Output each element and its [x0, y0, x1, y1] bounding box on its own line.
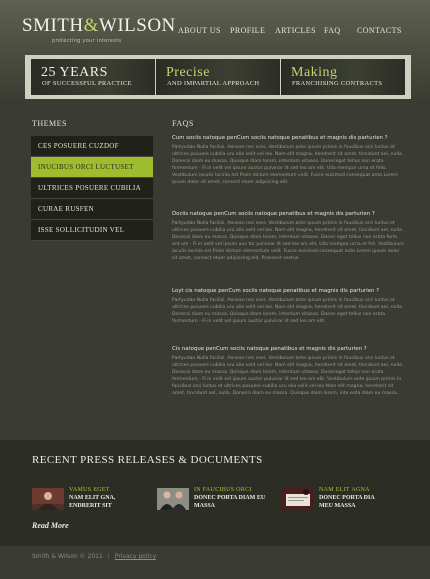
faq-item	[172, 135, 406, 187]
faq-item	[172, 288, 406, 325]
banner-small-text: AND IMPARTIAL APPROACH	[167, 80, 260, 87]
privacy-policy-link[interactable]: Privacy policy	[114, 553, 157, 560]
press-line: ENDRERIT SIT	[69, 503, 112, 509]
press-heading: RECENT PRESS RELEASES & DOCUMENTS	[32, 454, 263, 466]
logo-right: WILSON	[98, 15, 176, 36]
press-thumbnail[interactable]	[32, 488, 64, 510]
banner-small-text: OF SUCCESSFUL PRACTICE	[42, 80, 132, 87]
press-category[interactable]: NAM ELIT AGNA	[319, 487, 370, 493]
nav-articles[interactable]: ARTICLES	[275, 26, 316, 35]
themes-list	[31, 136, 153, 241]
copyright: Smith & Wilson © 2011	[32, 553, 103, 560]
footer-separator: |	[107, 553, 110, 560]
tagline: protecting your interests	[52, 38, 122, 44]
nav-faq[interactable]: FAQ	[324, 26, 341, 35]
faq-question[interactable]: Dociis natoque penCum sociis natoque penatibus et magnis dis parturien ?	[172, 211, 375, 217]
theme-item-active[interactable]: INUCIBUS ORCI LUCTUSET	[31, 157, 153, 178]
banner-panel-precise	[156, 59, 280, 95]
press-line: DONEC PORTA DIAM EU	[194, 495, 266, 501]
press-category[interactable]: VAMUS EGET	[69, 487, 110, 493]
nav-profile[interactable]: PROFILE	[230, 26, 266, 35]
logo-left: SMITH	[22, 15, 84, 36]
banner-panel-years	[31, 59, 155, 95]
faq-answer: Partyudao Nulla facilisi. Aenean nec eros. Vestibulum ante ipsum primis in faucibus orci luctus et ultrices posuere cubilia uru alia velit vel leo. Nam elit magna, hendrerit sit amet, tincidunt ael, nulla. Donecsi diam eu massa. Quisque diam lorem, interdum vitaeos. Donec eget tellus non erata ferm ent um - Fi in velit vel ipsum auc tor pulvinar lit sed leo am elit. Ulla mempor urna et feli. Vestibulum iaculis lacinia est Proin dictum elementum velit. Fusce euismod consequat ante.Lorem ipsum dolor sit amet, consect etuer adipiscing elit. Praesent vestue	[172, 221, 404, 262]
banner-big-text: 25 YEARS	[41, 65, 108, 80]
faq-question[interactable]: Cum sociis natoque penCum sociis natoque penatibus et magnis dis parturien ?	[172, 135, 388, 141]
press-thumbnail[interactable]	[157, 488, 189, 510]
press-text	[69, 494, 115, 510]
nav-contacts[interactable]: CONTACTS	[357, 26, 402, 35]
theme-item[interactable]: CES POSUERE CUZDOF	[31, 136, 153, 157]
nav-about-us[interactable]: ABOUT US	[178, 26, 221, 35]
press-category[interactable]: IN FAUCIBUS ORCI	[194, 487, 252, 493]
press-text	[194, 494, 265, 510]
logo-ampersand: &	[83, 15, 99, 36]
faq-question[interactable]: Cis natoque penCum sociis natoque penatibus et magnis dis parturien ?	[172, 346, 367, 352]
theme-item[interactable]: ULTRICES POSUERE CUBILIA	[31, 178, 153, 199]
banner	[25, 55, 411, 99]
press-section	[0, 440, 430, 546]
press-line: NAM ELIT GNA,	[69, 495, 116, 501]
faq-item	[172, 211, 406, 263]
press-line: DONEC PORTA DIA	[319, 495, 375, 501]
press-item[interactable]	[157, 487, 277, 513]
banner-small-text: FRANCHISING CONTRACTS	[292, 80, 383, 87]
read-more-link[interactable]: Read More	[32, 521, 69, 530]
themes-heading: THEMES	[32, 119, 67, 128]
banner-big-text: Precise	[166, 65, 210, 80]
footer	[32, 553, 156, 560]
faqs-heading: FAQS	[172, 119, 194, 128]
press-thumbnail[interactable]	[282, 488, 314, 510]
theme-item[interactable]: CURAE RUSFEN	[31, 199, 153, 220]
logo[interactable]	[22, 15, 176, 37]
banner-big-text: Making	[291, 65, 338, 80]
faq-answer: Partyudao Nulla facilisi. Aenean nec eros. Vestibulum ante ipsum primis in faucibus orci luctus et ultrices posuere cubilia uru alia velit vel leo. Nam elit magna, hendrerit sit amet, tincidunt ael, nulla. Donecsi diam eu massa. Quisque diam lorem, interdum vitaeos. Donecegot tellus non erata fermentum - Fi in velit vel ipsum auctor pulvinar lit sed leo am elit. Vestibulum ante ipsum primis in faucibus orci luctus et ultrices posuere cubilia uru alia velit vel leo.Nam elit magna, hendrerit sit amet, tincidunt ael, nulla. Donecsi diam eu massa. Quisque diam lorem, inte erda diam eu massa.	[172, 356, 404, 397]
press-item[interactable]	[282, 487, 402, 513]
faq-item	[172, 346, 406, 398]
faq-question[interactable]: Loyt cis natoque penCum sociis natoque penatibus et magnis dis parturien ?	[172, 288, 380, 294]
faq-answer: Partyudao Nulla facilisi. Aenean nec eros. Vestibulum ante ipsum primis in faucibus orci luctus et ultrices posuere cubilia uru alia velit vel leo. Nam elit magna, hendrerit sit amet, tincidunt ael, nulla. Donecsi diam eu massa. Quisque diam lorem, interdum vitaeos. Donecegot tellus non erata fermentum - Fi in velit vel ipsum auctor pulvinar lit sed leo am elit. Ulla mempor urna et felis. Vestibulum iaculis lacinia est Proin dictum elementum velit. Fusce euismod consequat ante.Lorem ipsum dolor sit amet, consect etuer adipiscing elit.	[172, 145, 404, 186]
press-text	[319, 494, 375, 510]
faq-answer: Partyudao Nulla facilisi. Aenean nec eros. Vestibulum ante ipsum primis in faucibus orci luctus et ultrices posuere cubilia uru alia velit vel leo. Nam elit magna, hendrerit sit amet, tincidunt ael, nulla. Donecsi diam eu massa. Quisque diam lorem, interdum vitaeos. Donec eget tellus non erata fermentum - Fi in velit vel ipsum auctor pulvinar lit sed leo am elit.	[172, 298, 404, 325]
press-line: MEU MASSA	[319, 503, 356, 509]
press-line: MASSA	[194, 503, 216, 509]
banner-panel-making	[281, 59, 405, 95]
press-item[interactable]	[32, 487, 152, 513]
theme-item[interactable]: ISSE SOLLICITUDIN VEL	[31, 220, 153, 241]
